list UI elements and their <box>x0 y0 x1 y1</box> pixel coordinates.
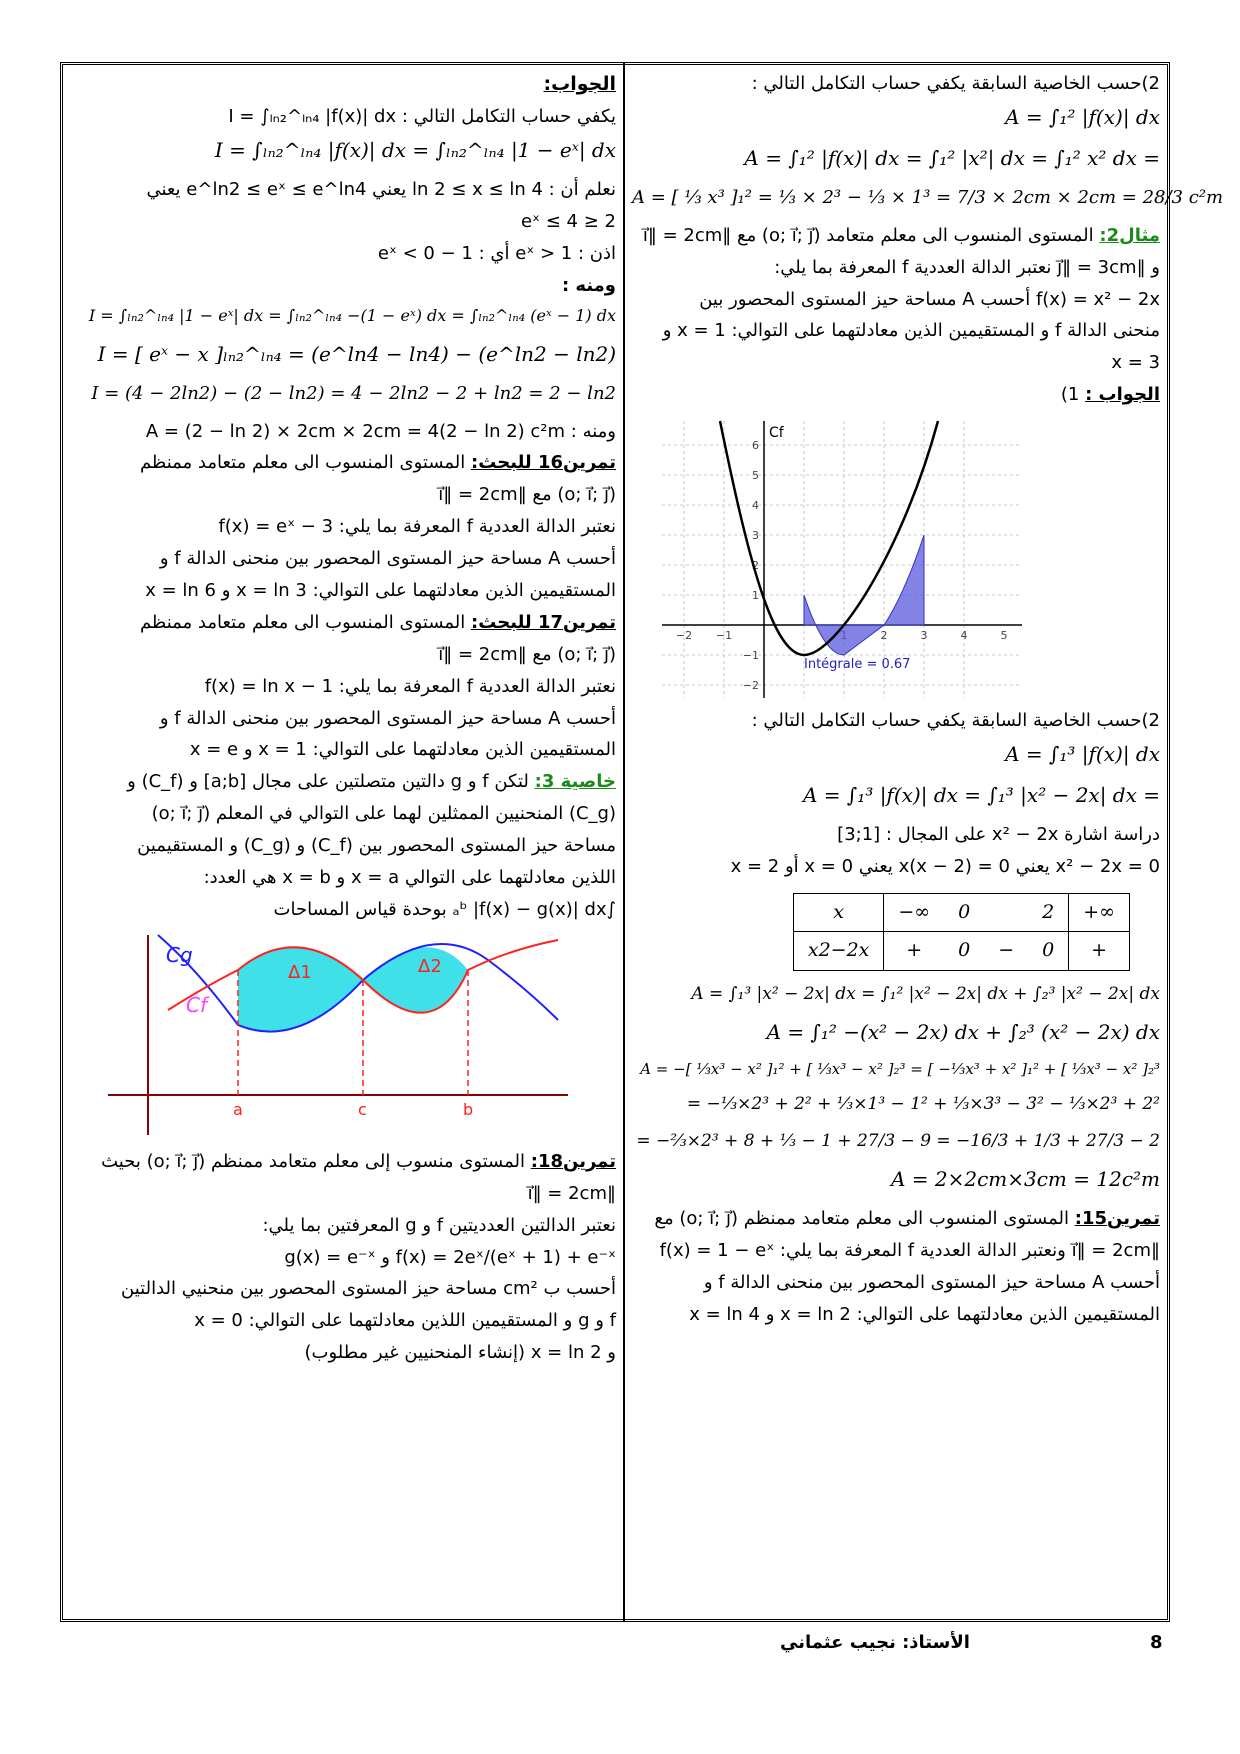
b-label: b <box>463 1099 474 1119</box>
calc-line5: = −⅔×2³ + 8 + ⅓ − 1 + 27/3 − 9 = −16/3 + 1/3 + 27/3 − 2 <box>636 1130 1160 1151</box>
sign-cell: x2−2x <box>793 932 884 970</box>
svg-text:3: 3 <box>920 629 928 643</box>
parabola-graph <box>662 413 1022 703</box>
svg-text:5: 5 <box>752 469 759 483</box>
curve-label: Cf <box>769 425 784 442</box>
cf-label: Cf <box>186 992 208 1017</box>
c-label: c <box>358 1099 367 1119</box>
delta1-region <box>238 947 363 1031</box>
property3-text4: اللذين معادلتهما على التوالي x = a و x = b هي العدد: <box>203 867 616 889</box>
exercise18-text3: نعتبر الدالتين العدديتين f و g المعرفتين بما يلي: <box>262 1214 616 1236</box>
sign-cell: − <box>984 932 1028 970</box>
exercise15-text2: ‖i⃗‖ = 2cm ونعتبر الدالة العددية f المعرفة بما يلي: f(x) = 1 − eˣ <box>659 1239 1160 1261</box>
exercise18-text7: و x = ln 2 (إنشاء المنحنيين غير مطلوب) <box>304 1342 616 1364</box>
exercise18-label: تمرين18: <box>530 1150 616 1172</box>
author-name: الأستاذ: نجيب عثماني <box>780 1632 970 1653</box>
right-column <box>632 70 1224 1333</box>
exercise15-text4: المستقيمين الذين معادلتهما على التوالي: x = ln 2 و x = ln 4 <box>689 1303 1160 1325</box>
sign-cell: +∞ <box>1069 893 1130 931</box>
answer-label: الجواب : <box>1085 384 1160 406</box>
property3-text3: مساحة حيز المستوى المحصور بين (C_f) و (C_g) و المستقيمين <box>137 835 616 857</box>
calc-line3: A = −[ ⅓x³ − x² ]₁² + [ ⅓x³ − x² ]₂³ = [ −⅓x³ + x² ]₁² + [ ⅓x³ − x² ]₂³ <box>640 1060 1160 1079</box>
left-line6: ومنه : <box>561 275 616 296</box>
roots-line: x² − 2x = 0 يعني x(x − 2) = 0 يعني x = 0 أو x = 2 <box>730 855 1160 877</box>
example2-label: مثال2: <box>1099 224 1160 246</box>
exercise16-label: تمرين16 للبحث: <box>471 452 616 474</box>
example2-text2: و ‖j⃗‖ = 3cm نعتبر الدالة العددية f المعرفة بما يلي: <box>774 256 1160 278</box>
exercise17-text5: المستقيمين الذين معادلتهما على التوالي: x = 1 و x = e <box>189 739 616 761</box>
left-line4: 2 ≤ eˣ ≤ 4 <box>520 211 616 233</box>
sign-cell: + <box>884 932 944 970</box>
exercise18-text5: أحسب ب cm² مساحة حيز المستوى المحصور بين منحنيي الدالتين <box>121 1278 616 1300</box>
svg-text:−2: −2 <box>675 629 693 643</box>
exercise17-text3: نعتبر الدالة العددية f المعرفة بما يلي: f(x) = ln x − 1 <box>204 675 616 697</box>
left-line7: I = ∫ₗₙ₂^ₗₙ₄ |1 − eˣ| dx = ∫ₗₙ₂^ₗₙ₄ −(1 − eˣ) dx = ∫ₗₙ₂^ₗₙ₄ (eˣ − 1) dx <box>88 305 616 325</box>
exercise18-line1 <box>68 1148 616 1176</box>
left-line8: I = [ eˣ − x ]ₗₙ₂^ₗₙ₄ = (e^ln4 − ln4) − (e^ln2 − ln2) <box>97 341 616 366</box>
svg-text:−2: −2 <box>742 679 759 693</box>
svg-text:−1: −1 <box>715 629 733 643</box>
cg-label: Cg <box>166 942 193 967</box>
section2b-intro: 2)حسب الخاصية السابقة يكفي حساب التكامل التالي : <box>751 710 1160 732</box>
calc-line4: = −⅓×2³ + 2² + ⅓×1³ − 1² + ⅓×3³ − 3² − ⅓×2³ + 2² <box>686 1094 1160 1115</box>
integral-label: Intégrale = 0.67 <box>804 657 911 673</box>
exercise15-label: تمرين15: <box>1074 1207 1160 1229</box>
delta2-label: Δ2 <box>418 955 442 977</box>
sign-cell: 2 <box>1028 893 1069 931</box>
exercise17-label: تمرين17 للبحث: <box>471 611 616 633</box>
exercise16-text5: المستقيمين الذين معادلتهما على التوالي: x = ln 3 و x = ln 6 <box>145 580 616 602</box>
section2b-eq1: A = ∫₁³ |f(x)| dx <box>1005 742 1160 767</box>
exercise16-text1: المستوى المنسوب الى معلم متعامد ممنظم <box>139 452 466 474</box>
svg-text:1: 1 <box>752 589 759 603</box>
exercise18-text2: ‖i⃗‖ = 2cm <box>527 1182 616 1204</box>
left-line2: I = ∫ₗₙ₂^ₗₙ₄ |f(x)| dx = ∫ₗₙ₂^ₗₙ₄ |1 − eˣ| dx <box>214 138 616 163</box>
sign-cell <box>984 893 1028 931</box>
sign-study: دراسة اشارة x² − 2x على المجال : [1;3] <box>837 824 1160 846</box>
sign-cell: + <box>1069 932 1130 970</box>
sign-cell: 0 <box>944 932 984 970</box>
section2-intro: 2)حسب الخاصية السابقة يكفي حساب التكامل التالي : <box>751 73 1160 94</box>
section2b-eq2: A = ∫₁³ |f(x)| dx = ∫₁³ |x² − 2x| dx = <box>802 783 1160 808</box>
svg-text:5: 5 <box>1000 629 1008 643</box>
exercise17-text1: المستوى المنسوب الى معلم متعامد ممنظم <box>139 611 466 633</box>
left-line9: I = (4 − 2ln2) − (2 − ln2) = 4 − 2ln2 − 2 + ln2 = 2 − ln2 <box>91 382 616 404</box>
exercise17-line1 <box>68 609 616 637</box>
exercise15-line1 <box>632 1205 1160 1233</box>
left-line3: نعلم أن : ln 2 ≤ x ≤ ln 4 يعني e^ln2 ≤ eˣ ≤ e^ln4 يعني <box>146 179 616 201</box>
sign-table-row-f <box>793 932 1129 970</box>
page-number: 8 <box>1150 1632 1163 1653</box>
exercise16-text3: نعتبر الدالة العددية f المعرفة بما يلي: f(x) = eˣ − 3 <box>218 516 616 538</box>
left-column <box>68 70 616 1371</box>
example2-text3: f(x) = x² − 2x أحسب A مساحة حيز المستوى المحصور بين <box>699 288 1160 310</box>
svg-text:2: 2 <box>752 559 759 573</box>
svg-text:6: 6 <box>752 439 759 453</box>
example2-text1: المستوى المنسوب الى معلم متعامد (o; i⃗; j⃗) مع ‖i⃗‖ = 2cm <box>642 224 1094 246</box>
svg-text:−1: −1 <box>742 649 759 663</box>
left-answer-label: الجواب: <box>543 73 616 95</box>
property3-text2: (C_g) المنحنيين الممثلين لهما على التوالي في المعلم (o; i⃗; j⃗) <box>151 803 616 825</box>
left-line5: اذن : eˣ > 1 أي : 1 − eˣ < 0 <box>377 243 616 265</box>
y-tick-labels <box>743 439 759 692</box>
area-between-curves-figure <box>88 930 568 1140</box>
calc-line6: A = 2×2cm×3cm = 12c²m <box>890 1166 1160 1191</box>
exercise18-text4: f(x) = 2eˣ/(eˣ + 1) + e⁻ˣ و g(x) = e⁻ˣ <box>284 1246 616 1268</box>
example2-text5: x = 3 <box>1111 352 1160 374</box>
calc-line2: A = ∫₁² −(x² − 2x) dx + ∫₂³ (x² − 2x) dx <box>766 1020 1160 1045</box>
svg-text:3: 3 <box>752 529 759 543</box>
answer-heading <box>632 381 1160 409</box>
example2-line1 <box>632 222 1160 250</box>
exercise17-text2: (o; i⃗; j⃗) مع ‖i⃗‖ = 2cm <box>438 643 616 665</box>
exercise16-text4: أحسب A مساحة حيز المستوى المحصور بين منحنى الدالة f و <box>159 548 616 570</box>
sign-cell: 0 <box>944 893 984 931</box>
sign-table <box>793 893 1130 971</box>
sign-cell: 0 <box>1028 932 1069 970</box>
exercise15-text1: المستوى المنسوب الى معلم متعامد ممنظم (o; i⃗; j⃗) مع <box>654 1207 1070 1229</box>
property3-line1 <box>68 768 616 796</box>
sign-cell: −∞ <box>884 893 944 931</box>
svg-text:4: 4 <box>752 499 759 513</box>
example2-text4: منحنى الدالة f و المستقيمين الذين معادلتهما على التوالي: x = 1 و <box>662 320 1160 342</box>
left-answer-heading <box>68 70 616 99</box>
exercise16-line1 <box>68 449 616 477</box>
calc-line1: A = ∫₁³ |x² − 2x| dx = ∫₁² |x² − 2x| dx + ∫₂³ |x² − 2x| dx <box>691 983 1160 1004</box>
left-line1: يكفي حساب التكامل التالي : I = ∫ₗₙ₂^ₗₙ₄ |f(x)| dx <box>228 106 616 128</box>
property3-text1: لتكن f و g دالتين متصلتين على مجال [a;b] و (C_f) و <box>127 771 529 793</box>
svg-text:2: 2 <box>880 629 888 643</box>
delta2-region <box>363 947 468 1012</box>
sign-cell: x <box>793 893 884 931</box>
svg-text:4: 4 <box>960 629 968 643</box>
property3-label: خاصية 3: <box>534 771 616 793</box>
column-divider <box>623 62 625 1622</box>
sign-table-row-x <box>793 893 1129 931</box>
property3-text5: ∫ₐᵇ |f(x) − g(x)| dx بوحدة قياس المساحات <box>273 898 616 920</box>
section2-eq3: A = [ ⅓ x³ ]₁² = ⅓ × 2³ − ⅓ × 1³ = 7/3 × 2cm × 2cm = 28/3 c²m <box>632 186 1224 208</box>
exercise15-text3: أحسب A مساحة حيز المستوى المحصور بين منحنى الدالة f و <box>703 1271 1160 1293</box>
exercise17-text4: أحسب A مساحة حيز المستوى المحصور بين منحنى الدالة f و <box>159 707 616 729</box>
exercise16-text2: (o; i⃗; j⃗) مع ‖i⃗‖ = 2cm <box>438 484 616 506</box>
exercise18-text1: المستوى منسوب إلى معلم متعامد ممنظم (o; i⃗; j⃗) بحيث <box>101 1150 526 1172</box>
a-label: a <box>233 1099 243 1119</box>
delta1-label: Δ1 <box>288 961 312 983</box>
left-line10: ومنه : A = (2 − ln 2) × 2cm × 2cm = 4(2 − ln 2) c²m <box>145 420 616 442</box>
section2-eq1: A = ∫₁² |f(x)| dx <box>1005 104 1160 129</box>
exercise18-text6: f و g و المستقيمين اللذين معادلتهما على التوالي: x = 0 <box>194 1310 616 1332</box>
section2-eq2: A = ∫₁² |f(x)| dx = ∫₁² |x²| dx = ∫₁² x² dx = <box>744 145 1160 170</box>
answer-number: 1) <box>1060 384 1080 406</box>
